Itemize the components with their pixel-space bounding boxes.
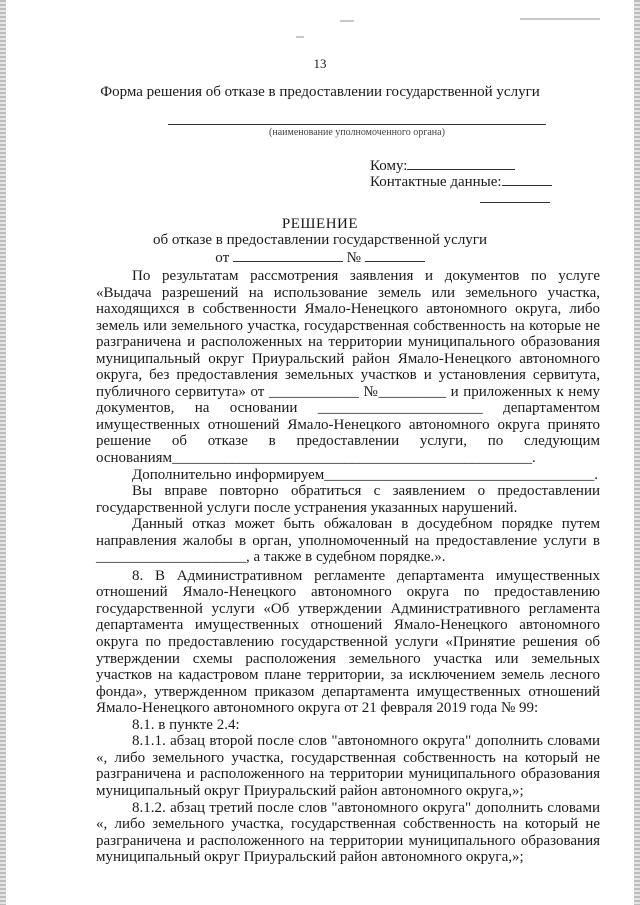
recipient-extra-blank	[480, 188, 550, 203]
scan-speck	[296, 36, 304, 38]
authority-name-line	[168, 124, 546, 125]
paragraph-item-8-1: 8.1. в пункте 2.4:	[132, 716, 240, 733]
paragraph-item-8: 8. В Административном регламенте департамента имущественных отношений Ямало-Ненецкого автономного округа по предоставлению государственной услуги «Об утверждении Административного регламента департамента имущественных отношений Ямало-Ненецкого автономного округа по предоставлению государственной услуги «Принятие решения об утверждении схемы расположения земельного участка или земельных участков на кадастровом плане территории, за исключением земель лесного фонда», утвержденном приказом департамента имущественных отношений Ямало-Ненецкого автономного округа от 21 февраля 2019 года № 99:	[96, 567, 600, 717]
date-prefix: от	[215, 250, 230, 266]
form-title: Форма решения об отказе в предоставлении государственной услуги	[100, 84, 540, 100]
paragraph-item-8-1-1: 8.1.1. абзац второй после слов "автономного округа" дополнить словами «, либо земельного участка, государственная собственность на который не разграничена и расположенного на территории муниципального образования муниципальный округ Приуральский район автономного округа,»;	[96, 733, 600, 799]
scan-edge-right	[634, 0, 640, 905]
paragraph-reapply: Вы вправе повторно обратиться с заявлением о предоставлении государственной услуги после устранения указанных нарушений.	[96, 483, 600, 516]
paragraph-appeal: Данный отказ может быть обжалован в досудебном порядке путем направления жалобы в орган, уполномоченный на предоставление услуги в ____________________, а также в судебном порядке.».	[96, 516, 600, 566]
page-number: 13	[313, 56, 327, 71]
date-blank	[233, 249, 343, 262]
scan-edge-left	[0, 0, 6, 905]
decision-date-line	[0, 249, 640, 267]
decision-title: РЕШЕНИЕ	[281, 216, 359, 232]
authority-caption: (наименование уполномоченного органа)	[269, 127, 445, 138]
decision-subtitle: об отказе в предоставлении государственной услуги	[152, 232, 487, 248]
paragraph-item-8-1-2: 8.1.2. абзац третий после слов "автономного округа" дополнить словами «, либо земельного участка, государственная собственность на который не разграничена и расположенного на территории муниципального образования муниципальный округ Приуральский район автономного округа,»;	[96, 799, 600, 866]
number-blank	[365, 249, 425, 262]
document-body	[96, 268, 600, 866]
scan-speck	[520, 18, 600, 20]
scan-speck	[340, 20, 354, 22]
recipient-contacts-blank	[502, 172, 552, 186]
recipient-to-blank	[407, 156, 515, 170]
recipient-contacts-label: Контактные данные:	[370, 174, 502, 190]
number-sign: №	[346, 250, 361, 266]
recipient-to-label: Кому:	[370, 158, 408, 174]
paragraph-results: По результатам рассмотрения заявления и документов по услуге «Выдача разрешений на использование земель или земельного участка, находящихся в собственности Ямало-Ненецкого автономного округа, либо земель или земельного участка, государственная собственность на которые не разграничена и расположенных на территории муниципального образования муниципальный округ Приуральский район Ямало-Ненецкого автономного округа, без предоставления земельных участков и установления сервитута, публичного сервитута» от ____________ №_________ и приложенных к нему документов, на основании ______________________ департаментом имущественных отношений Ямало-Ненецкого автономного округа принято решение об отказе в предоставлении услуги, по следующим основаниям________________________________________________.	[96, 268, 600, 467]
paragraph-additional-info: Дополнительно информируем____________________________________.	[132, 466, 598, 483]
